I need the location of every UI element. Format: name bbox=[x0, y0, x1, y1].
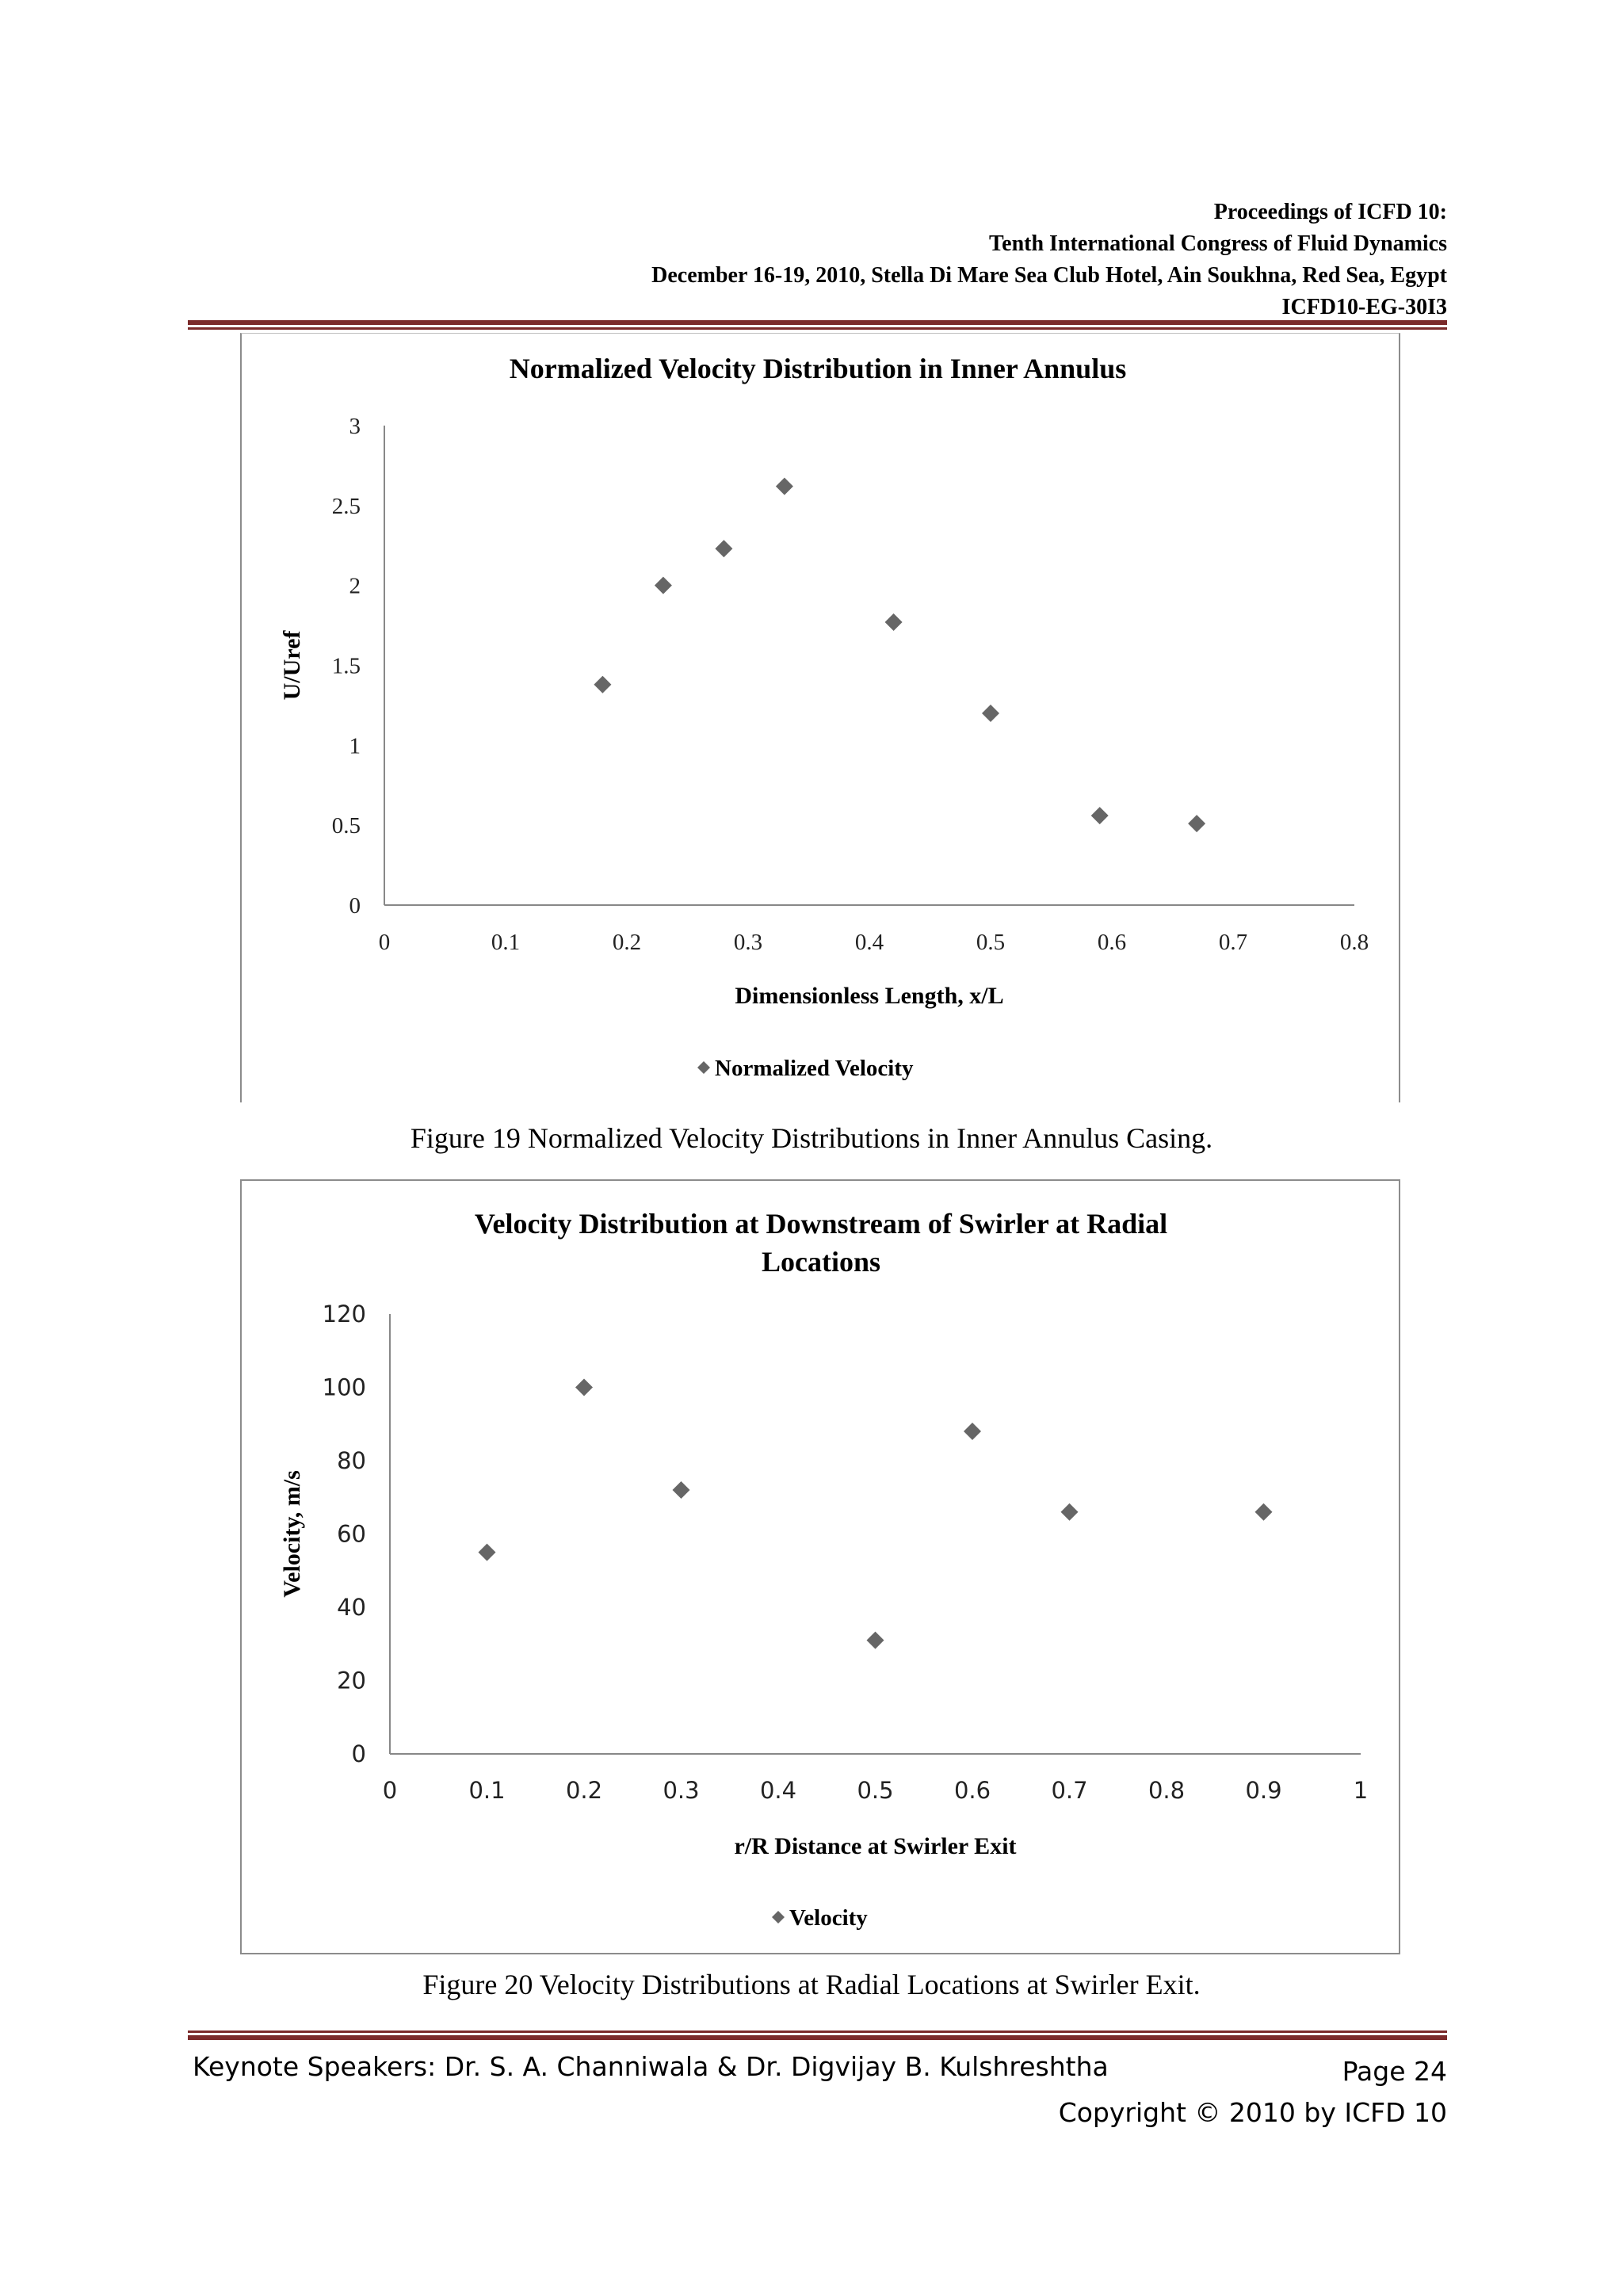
data-point-marker bbox=[594, 676, 611, 693]
chart-title: Normalized Velocity Distribution in Inner Annulus bbox=[509, 353, 1127, 384]
y-tick-label: 3 bbox=[349, 414, 361, 439]
figure-20-chart bbox=[240, 1179, 1400, 1954]
y-tick-label: 60 bbox=[337, 1520, 366, 1548]
data-point-marker bbox=[867, 1632, 884, 1649]
copyright: Copyright © 2010 by ICFD 10 bbox=[1058, 2097, 1447, 2128]
x-tick-label: 0.5 bbox=[976, 930, 1006, 955]
x-tick-label: 0 bbox=[378, 930, 391, 955]
data-point-marker bbox=[673, 1481, 690, 1499]
x-tick-label: 0.6 bbox=[1097, 930, 1127, 955]
x-tick-label: 0 bbox=[382, 1777, 398, 1804]
x-tick-label: 0.7 bbox=[1051, 1777, 1088, 1804]
y-axis-label: Velocity, m/s bbox=[279, 1470, 305, 1598]
proceedings-header bbox=[651, 197, 1447, 323]
footer-rule-thin bbox=[188, 2030, 1447, 2033]
header-rule-thin bbox=[188, 327, 1447, 330]
y-tick-label: 40 bbox=[337, 1594, 366, 1621]
x-axis-label: Dimensionless Length, x/L bbox=[735, 983, 1004, 1009]
x-tick-label: 0.3 bbox=[663, 1777, 700, 1804]
x-tick-label: 1 bbox=[1353, 1777, 1369, 1804]
x-tick-label: 0.5 bbox=[857, 1777, 894, 1804]
y-tick-label: 20 bbox=[337, 1667, 366, 1694]
y-tick-label: 0.5 bbox=[331, 813, 361, 839]
x-axis-label: r/R Distance at Swirler Exit bbox=[734, 1833, 1017, 1859]
x-tick-label: 0.7 bbox=[1218, 930, 1248, 955]
y-axis-label: U/Uref bbox=[279, 630, 305, 701]
data-point-marker bbox=[982, 705, 999, 722]
header-line-1: Proceedings of ICFD 10: bbox=[1213, 200, 1447, 224]
x-tick-label: 0.4 bbox=[854, 930, 884, 955]
data-point-marker bbox=[1091, 807, 1109, 824]
y-tick-label: 1.5 bbox=[331, 653, 361, 679]
x-tick-label: 0.1 bbox=[491, 930, 521, 955]
x-tick-label: 0.1 bbox=[468, 1777, 506, 1804]
legend-marker bbox=[697, 1061, 710, 1074]
x-tick-label: 0.2 bbox=[612, 930, 642, 955]
page-number: Page 24 bbox=[1342, 2056, 1447, 2087]
y-tick-label: 0 bbox=[349, 893, 361, 919]
header-rule-thick bbox=[188, 320, 1447, 325]
footer-speakers: Keynote Speakers: Dr. S. A. Channiwala & Dr. Digvijay B. Kulshreshtha bbox=[193, 2051, 1109, 2082]
data-point-marker bbox=[885, 613, 903, 631]
footer-rule-thick bbox=[188, 2035, 1447, 2040]
legend-label: Velocity bbox=[789, 1905, 868, 1931]
figure-19-chart bbox=[240, 333, 1400, 1102]
data-point-marker bbox=[575, 1379, 593, 1396]
data-point-marker bbox=[964, 1423, 981, 1440]
figure-20-caption: Figure 20 Velocity Distributions at Radial Locations at Swirler Exit. bbox=[422, 1969, 1201, 2000]
x-tick-label: 0.2 bbox=[565, 1777, 603, 1804]
y-tick-label: 120 bbox=[322, 1301, 366, 1328]
x-tick-label: 0.8 bbox=[1148, 1777, 1186, 1804]
y-tick-label: 100 bbox=[322, 1373, 366, 1401]
data-point-marker bbox=[1061, 1503, 1079, 1521]
header-line-4: ICFD10-EG-30I3 bbox=[1281, 295, 1447, 319]
legend-marker bbox=[772, 1911, 785, 1924]
y-tick-label: 1 bbox=[349, 733, 361, 759]
header-line-2: Tenth International Congress of Fluid Dynamics bbox=[989, 231, 1447, 256]
x-tick-label: 0.3 bbox=[733, 930, 763, 955]
data-point-marker bbox=[715, 540, 732, 557]
chart-title: Locations bbox=[761, 1246, 881, 1278]
x-tick-label: 0.6 bbox=[953, 1777, 991, 1804]
y-tick-label: 2 bbox=[349, 573, 361, 599]
data-point-marker bbox=[479, 1544, 496, 1561]
header-line-3: December 16-19, 2010, Stella Di Mare Sea Club Hotel, Ain Soukhna, Red Sea, Egypt bbox=[651, 263, 1447, 288]
x-tick-label: 0.4 bbox=[759, 1777, 797, 1804]
x-tick-label: 0.8 bbox=[1339, 930, 1369, 955]
footer-right bbox=[1059, 2051, 1447, 2134]
figure-19-caption: Figure 19 Normalized Velocity Distributions in Inner Annulus Casing. bbox=[410, 1122, 1213, 1154]
legend-label: Normalized Velocity bbox=[715, 1056, 914, 1081]
chart-title: Velocity Distribution at Downstream of Swirler at Radial bbox=[474, 1208, 1168, 1240]
data-point-marker bbox=[776, 478, 793, 495]
y-tick-label: 2.5 bbox=[331, 493, 361, 519]
chart-19-svg bbox=[242, 334, 1399, 1102]
chart-20-svg bbox=[242, 1181, 1399, 1953]
x-tick-label: 0.9 bbox=[1245, 1777, 1282, 1804]
data-point-marker bbox=[1188, 815, 1205, 832]
data-point-marker bbox=[1255, 1503, 1273, 1521]
data-point-marker bbox=[655, 577, 672, 594]
y-tick-label: 0 bbox=[351, 1740, 366, 1767]
y-tick-label: 80 bbox=[337, 1447, 366, 1474]
